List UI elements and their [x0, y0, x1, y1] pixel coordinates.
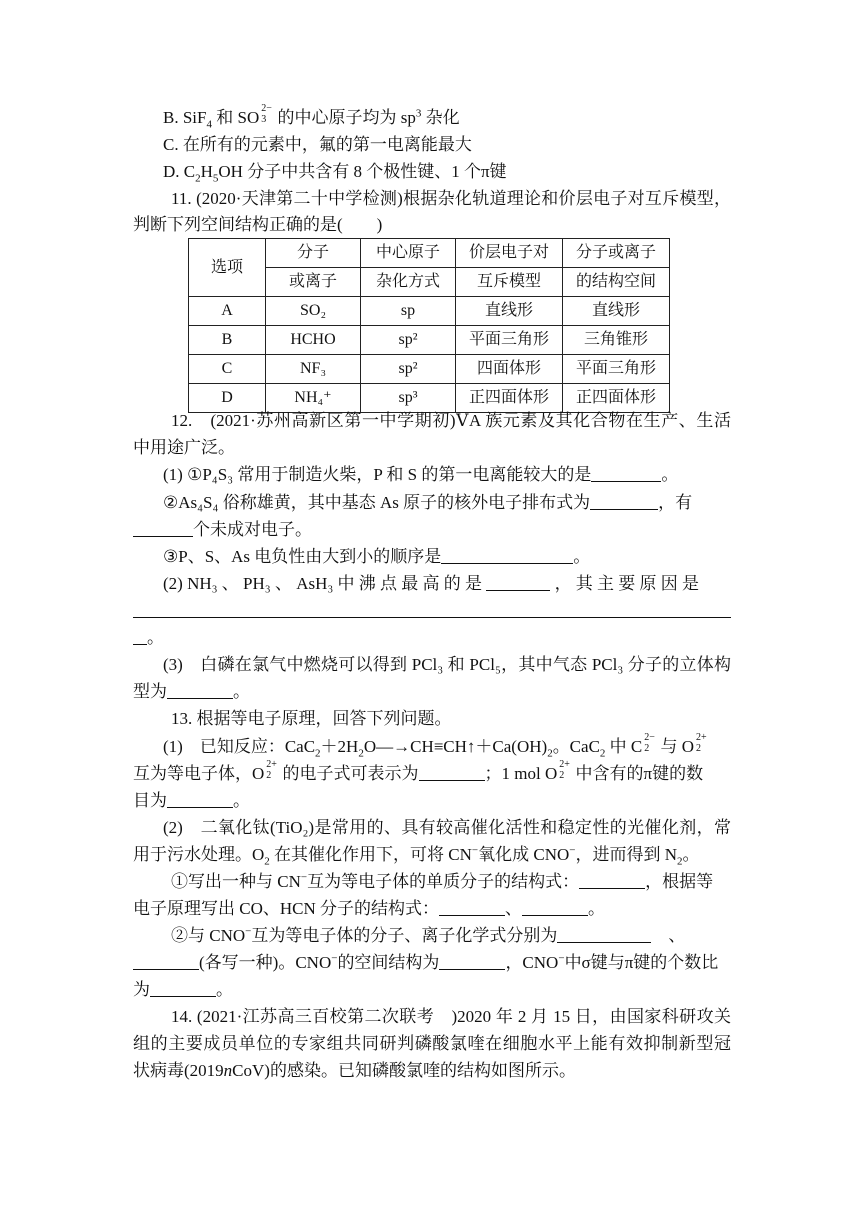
answer-blank[interactable] [167, 682, 233, 699]
table-header-cell: 中心原子 [361, 239, 456, 268]
answer-blank[interactable] [441, 547, 573, 564]
table-cell: 直线形 [456, 297, 563, 326]
q13-part2-line2: 用于污水处理。$O_2$ 在其催化作用下，可将 CN−氧化成 CNO−，进而得到 $N_2$。 [133, 844, 700, 868]
table-cell: 直线形 [563, 297, 670, 326]
q13-sub2-line1: ②与 CNO−互为等电子体的分子、离子化学式分别为 、 [171, 925, 686, 945]
table-header-cell: 杂化方式 [361, 268, 456, 297]
table-header-cell: 分子 [266, 239, 361, 268]
q11-line1: 11. (2020·天津第二十中学检测)根据杂化轨道理论和价层电子对互斥模型， [171, 189, 731, 208]
options-table [188, 238, 670, 413]
table-header-row [189, 239, 670, 268]
q12-line2: 中用途广泛。 [133, 438, 235, 457]
table-cell: C [189, 355, 266, 384]
table-header-cell: 选项 [189, 239, 266, 297]
table-cell: sp² [361, 326, 456, 355]
answer-blank[interactable] [133, 520, 193, 537]
option-b: B. SiF$_4$ 和 SO 2− 3 的中心原子均为 $sp^3$ 杂化 [163, 103, 460, 131]
answer-blank[interactable] [133, 628, 147, 645]
q13-title: 13. 根据等电子原理，回答下列问题。 [171, 709, 452, 728]
q12-part1: (1) ①P₄S₃ 常用于制造火柴，P 和 S 的第一电离能较大的是 。 [163, 465, 679, 484]
q14-line3: 状病毒(2019nCoV)的感染。已知磷酸氯喹的结构如图所示。 [133, 1061, 576, 1080]
q12-part2-line1: ②As₄S₄ 俗称雄黄，其中基态 As 原子的核外电子排布式为 ，有 [163, 493, 693, 512]
q14-line2: 组的主要成员单位的专家组共同研判磷酸氯喹在细胞水平上能有效抑制新型冠 [133, 1034, 731, 1053]
answer-blank[interactable] [557, 926, 651, 943]
table-cell: D [189, 384, 266, 413]
answer-blank[interactable] [167, 791, 233, 808]
table-header-cell: 的结构空间 [563, 268, 670, 297]
answer-blank[interactable] [133, 953, 199, 970]
table-cell: NF₃ [266, 355, 361, 384]
table-header-cell: 或离子 [266, 268, 361, 297]
table-cell: A [189, 297, 266, 326]
table-header-cell: 分子或离子 [563, 239, 670, 268]
answer-blank[interactable] [486, 574, 550, 591]
table-header-cell: 互斥模型 [456, 268, 563, 297]
option-c: C. 在所有的元素中，氟的第一电离能最大 [163, 135, 472, 154]
q12-part5-line1: (3) 白磷在氯气中燃烧可以得到 PCl₃ 和 PCl₅，其中气态 PCl₃ 分子的立体构 [163, 655, 731, 674]
q14-line1: 14. (2021·江苏高三百校第二次联考 )2020 年 2 月 15 日，由国家科研攻关 [171, 1007, 731, 1026]
table-cell: sp² [361, 355, 456, 384]
q12-part4-end: 。 [133, 626, 164, 650]
q13-sub1-line2: 电子原理写出 CO、HCN 分子的结构式： 、 。 [133, 899, 606, 918]
answer-line[interactable] [133, 617, 731, 618]
q12-line1: 12. (2021·苏州高新区第一中学期初)ⅤA 族元素及其化合物在生产、生活 [171, 411, 731, 430]
q13-sub2-line2: (各写一种)。CNO−的空间结构为 ，CNO−中σ键与π键的个数比 [133, 951, 718, 975]
table-cell: 平面三角形 [563, 355, 670, 384]
table-cell: 正四面体形 [456, 384, 563, 413]
answer-blank[interactable] [150, 980, 216, 997]
table-cell: B [189, 326, 266, 355]
table-cell: 正四面体形 [563, 384, 670, 413]
table-row [189, 355, 670, 384]
option-d: D. $C_2H_5OH$ 分子中共含有 8 个极性键、1 个π键 [163, 162, 507, 185]
answer-blank[interactable] [439, 899, 505, 916]
q13-sub1-line1: ①写出一种与 CN−互为等电子体的单质分子的结构式： ，根据等 [171, 871, 714, 891]
table-cell: sp³ [361, 384, 456, 413]
table-cell: sp [361, 297, 456, 326]
q13-part1-line3: 目为 。 [133, 791, 250, 810]
table-cell: 四面体形 [456, 355, 563, 384]
table-cell: SO₂ [266, 297, 361, 326]
q12-part3: ③P、S、As 电负性由大到小的顺序是 。 [163, 547, 591, 566]
answer-blank[interactable] [439, 953, 505, 970]
q13-part1-line2: 互为等电子体，O 2+ 2 的电子式可表示为 ；1 mol O 2+ 2 中含有的π键的数 [133, 759, 704, 783]
table-cell: NH₄⁺ [266, 384, 361, 413]
answer-blank[interactable] [522, 899, 588, 916]
q13-part1-line1: (1) 已知反应：$CaC_2+2H_2O―\to CH\equiv CH↑+Ca(OH)_2$。CaC$_2$ 中 C 2− 2 与 O 2+ 2 [163, 732, 707, 760]
answer-blank[interactable] [579, 872, 645, 889]
q12-part2-line2: 个未成对电子。 [133, 518, 312, 542]
table-header-cell: 价层电子对 [456, 239, 563, 268]
table-cell: HCHO [266, 326, 361, 355]
q12-part4: (2) NH₃ 、 PH₃ 、 AsH₃ 中 沸 点 最 高 的 是 ， 其 主 要 原 因 是 [163, 574, 700, 593]
table-cell: 平面三角形 [456, 326, 563, 355]
table-row [189, 297, 670, 326]
answer-blank[interactable] [419, 764, 485, 781]
answer-blank[interactable] [590, 493, 658, 510]
q13-sub2-line3: 为 。 [133, 980, 233, 999]
q12-part5-line2: 型为 。 [133, 682, 250, 701]
answer-blank[interactable] [591, 465, 661, 482]
table-cell: 三角锥形 [563, 326, 670, 355]
q11-line2: 判断下列空间结构正确的是( ) [133, 215, 383, 234]
q13-part2-line1: (2) 二氧化钛(TiO₂)是常用的、具有较高催化活性和稳定性的光催化剂，常 [163, 818, 731, 837]
table-row [189, 326, 670, 355]
